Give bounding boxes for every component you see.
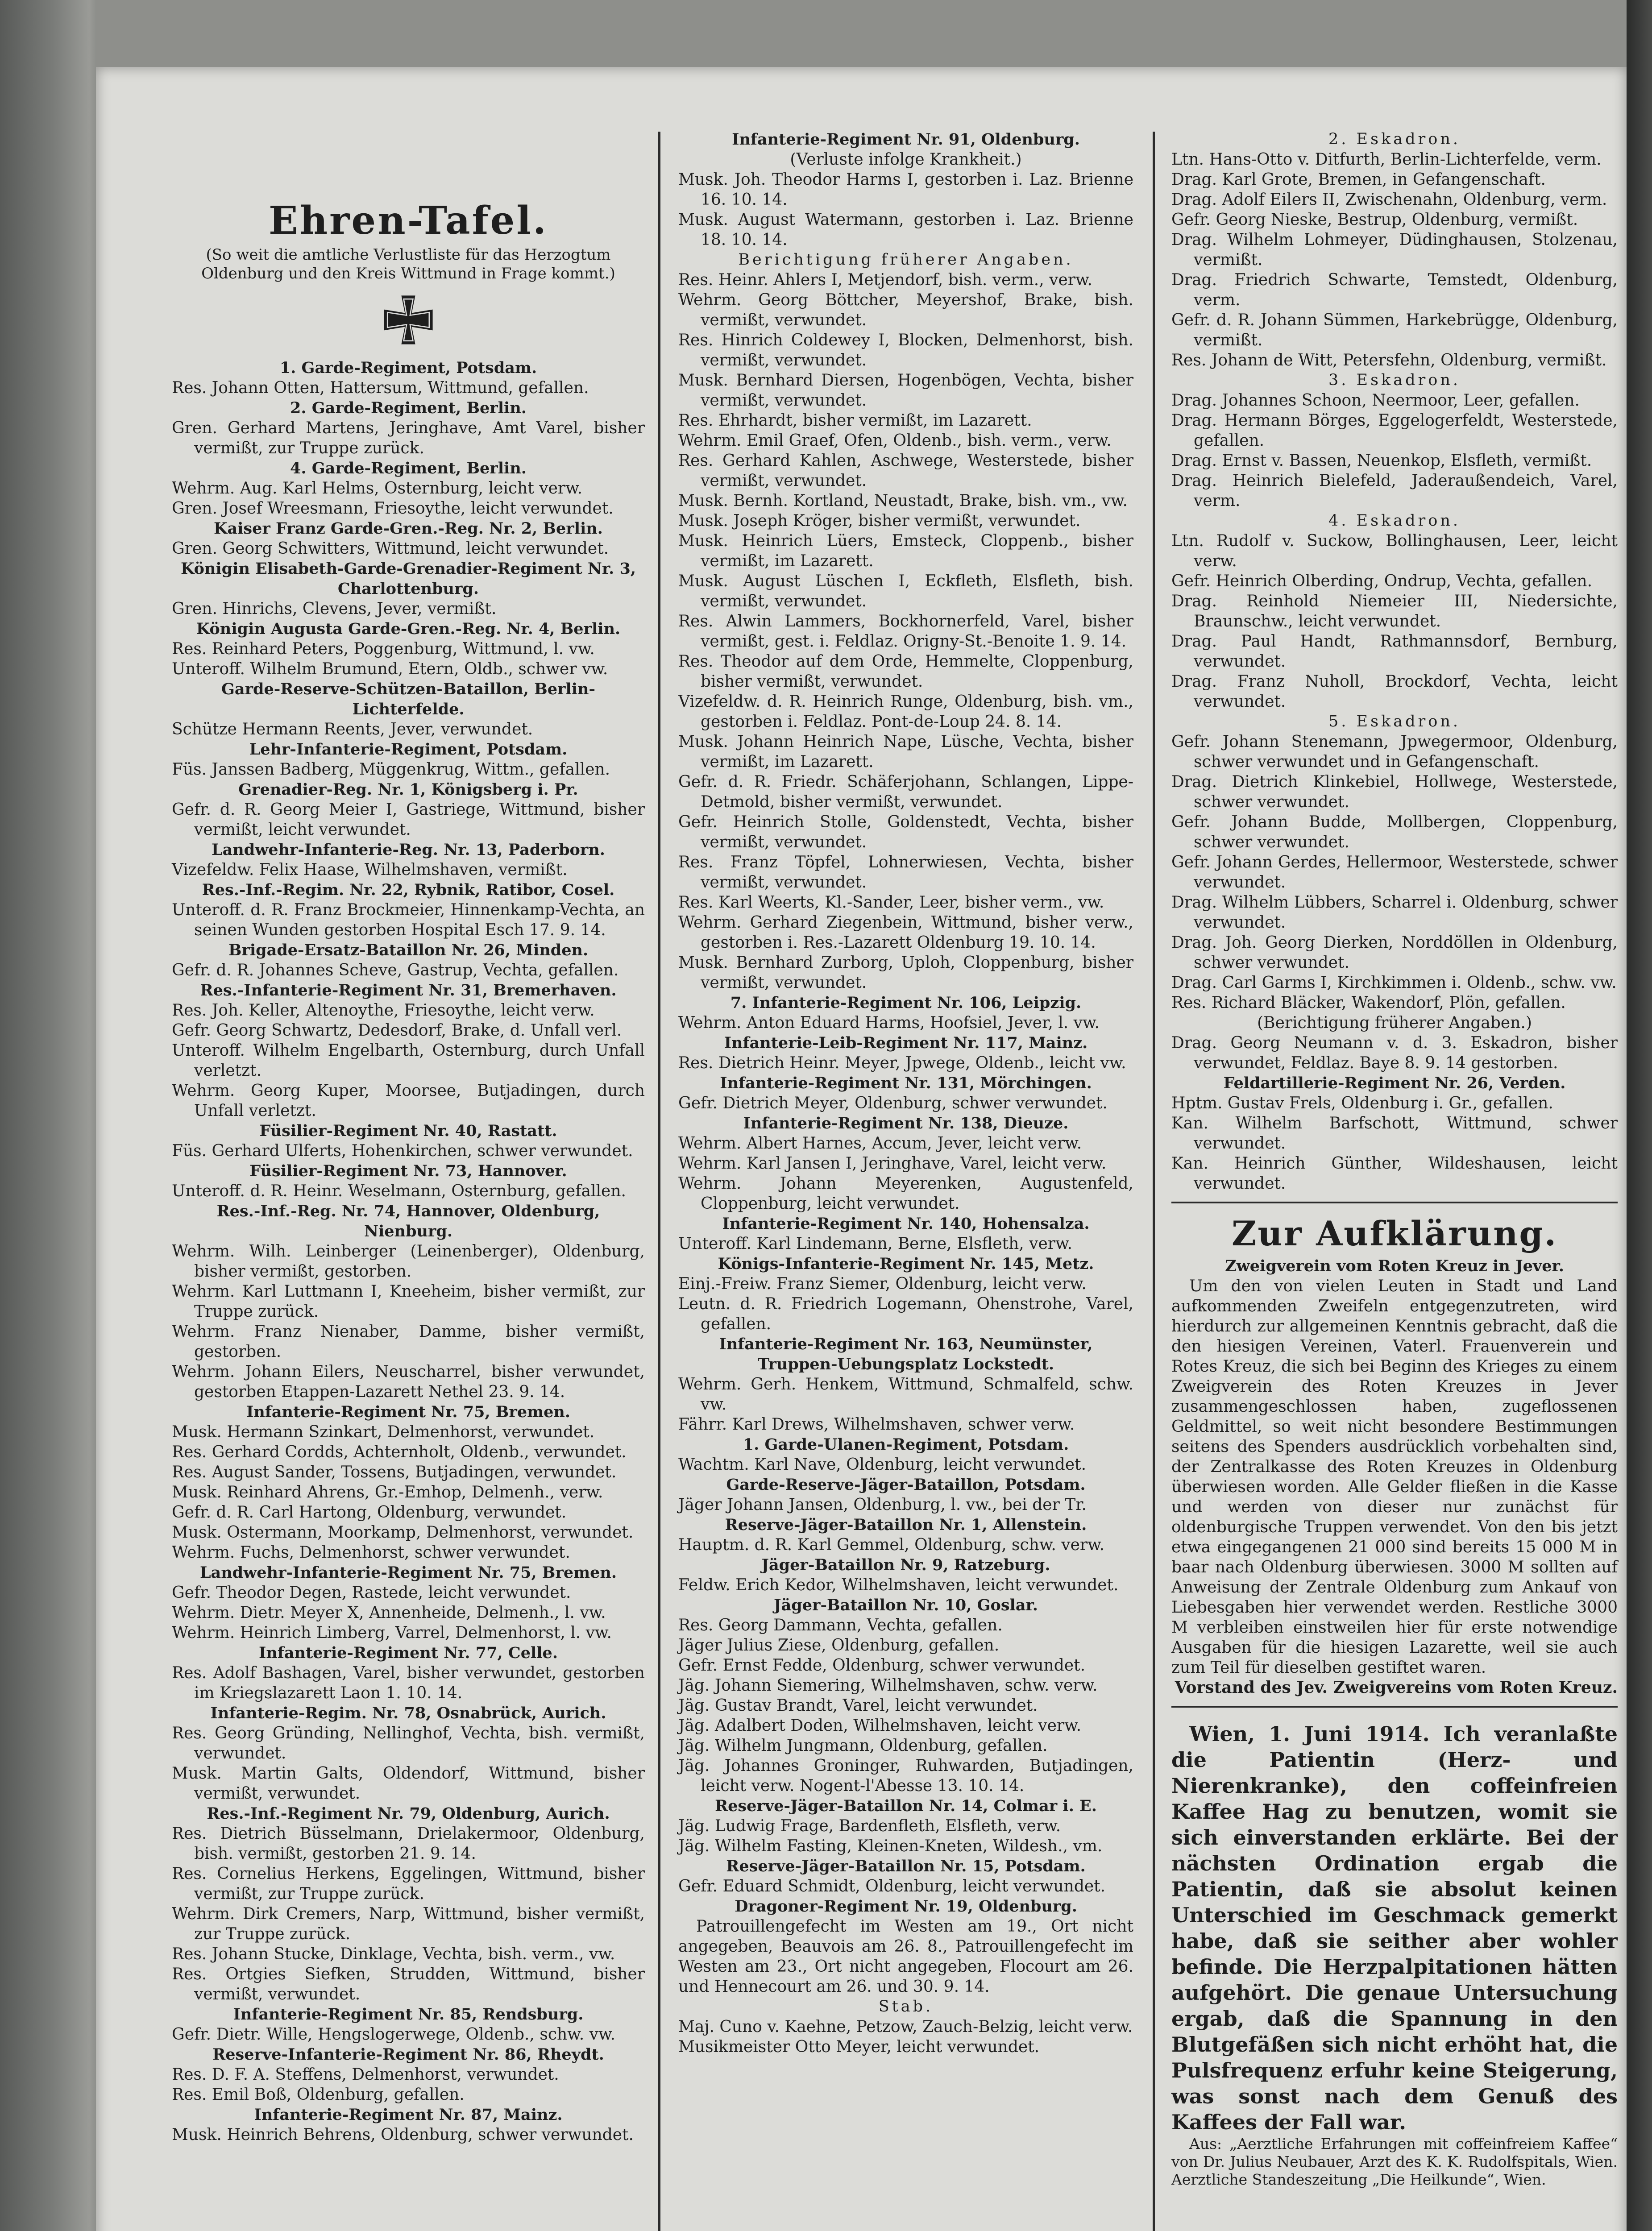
regiment-block [678,1033,1133,1073]
casualty-entry: Gefr. d. R. Georg Meier I, Gastriege, Wittmund, bisher vermißt, leicht verwundet. [172,800,645,839]
casualty-entry: Drag. Dietrich Klinkebiel, Hollwege, Westerstede, schwer verwundet. [1171,773,1618,811]
regiment-block [172,739,645,780]
regiment-block [678,993,1133,1033]
casualty-entry: Gren. Gerhard Martens, Jeringhave, Amt Varel, bisher vermißt, zur Truppe zurück. [172,419,645,457]
regiment-block [172,518,645,559]
section-heading: 4. Eskadron. [1328,512,1461,530]
casualty-entry: Füs. Janssen Badberg, Müggenkrug, Wittm., gefallen. [172,760,610,779]
regiment-block [678,1595,1133,1796]
casualty-entry: Gefr. d. R. Carl Hartong, Oldenburg, verwundet. [172,1503,567,1522]
regiment-heading: 1. Garde-Ulanen-Regiment, Potsdam. [743,1435,1069,1454]
regiment-block [1171,511,1618,712]
regiment-block [1171,1013,1618,1073]
regiment-block [1171,370,1618,511]
regiment-heading: Dragoner-Regiment Nr. 19, Oldenburg. [735,1897,1077,1916]
casualty-entry: Vizefeldw. d. R. Heinrich Runge, Oldenburg, bish. vm., gestorben i. Feldlaz. Pont-de-Loup 24. 8. 14. [678,693,1133,731]
casualty-list-2 [678,129,1133,2057]
casualty-entry: Musk. Johann Heinrich Nape, Lüsche, Vechta, bisher vermißt, im Lazarett. [678,733,1133,771]
casualty-entry: Wehrm. Georg Kuper, Moorsee, Butjadingen, durch Unfall verletzt. [172,1082,645,1120]
casualty-entry: Kan. Wilhelm Barfschott, Wittmund, schwer verwundet. [1171,1114,1618,1153]
casualty-entry: Unteroff. Karl Lindemann, Berne, Elsfleth, verw. [678,1235,1073,1253]
casualty-entry: Gefr. d. R. Johannes Scheve, Gastrup, Vechta, gefallen. [172,961,619,979]
casualty-entry: Res. Johann Stucke, Dinklage, Vechta, bish. verm., vw. [172,1945,615,1963]
regiment-block [172,1643,645,1703]
column-rule-2 [1153,132,1155,2231]
casualty-entry: Wehrm. Emil Graef, Ofen, Oldenb., bish. verm., verw. [678,431,1112,450]
casualty-entry: Res. Johann de Witt, Petersfehn, Oldenburg, vermißt. [1171,351,1607,369]
regiment-block [678,1997,1133,2057]
casualty-entry: Gefr. Dietr. Wille, Hengslogerwege, Oldenb., schw. vw. [172,2025,615,2044]
casualty-entry: Res. Franz Töpfel, Lohnerwiesen, Vechta, bisher vermißt, verwundet. [678,853,1133,892]
regiment-block [172,840,645,880]
casualty-entry: Drag. Friedrich Schwarte, Temstedt, Oldenburg, verm. [1171,271,1618,309]
casualty-entry: Res. Dietrich Heinr. Meyer, Jpwege, Oldenb., leicht vw. [678,1054,1126,1072]
regiment-heading: Königs-Infanterie-Regiment Nr. 145, Metz. [718,1255,1094,1273]
casualty-entry: Leutn. d. R. Friedrich Logemann, Ohenstrohe, Varel, gefallen. [678,1295,1133,1333]
casualty-entry: Unteroff. Wilhelm Brumund, Etern, Oldb., schwer vw. [172,660,608,678]
casualty-entry: Musk. Joseph Kröger, bisher vermißt, verwundet. [678,512,1081,530]
casualty-entry: Musk. Bernhard Diersen, Hogenbögen, Vechta, bisher vermißt, verwundet. [678,371,1133,410]
casualty-entry: Gefr. d. R. Johann Sümmen, Harkebrügge, Oldenburg, vermißt. [1171,311,1618,349]
casualty-entry: Musk. Reinhard Ahrens, Gr.-Emhop, Delmenh., verw. [172,1483,603,1501]
casualty-entry: Res. Ehrhardt, bisher vermißt, im Lazarett. [678,411,1032,430]
casualty-entry: Wehrm. Karl Luttmann I, Kneeheim, bisher vermißt, zur Truppe zurück. [172,1282,645,1321]
casualty-entry: Gefr. Johann Gerdes, Hellermoor, Westerstede, schwer verwundet. [1171,853,1618,892]
regiment-block [172,1121,645,1161]
casualty-entry: Res. Hinrich Coldewey I, Blocken, Delmenhorst, bish. vermißt, verwundet. [678,331,1133,369]
regiment-heading: Kaiser Franz Garde-Gren.-Reg. Nr. 2, Berlin. [214,519,603,538]
regiment-heading: Infanterie-Regiment Nr. 138, Dieuze. [743,1114,1069,1132]
casualty-entry: Gren. Hinrichs, Clevens, Jever, vermißt. [172,600,497,618]
casualty-entry: Wehrm. Albert Harnes, Accum, Jever, leicht verw. [678,1134,1082,1153]
casualty-entry: Unteroff. Wilhelm Engelbarth, Osternburg, durch Unfall verletzt. [172,1041,645,1080]
regiment-heading: Reserve-Infanterie-Regiment Nr. 86, Rheydt. [212,2045,604,2064]
regiment-block [172,358,645,398]
regiment-heading: Landwehr-Infanterie-Regiment Nr. 75, Bremen. [199,1563,617,1582]
regiment-block [172,2044,645,2105]
column-2 [678,129,1133,2057]
casualty-entry: Drag. Ernst v. Bassen, Neuenkop, Elsfleth, vermißt. [1171,452,1592,470]
casualty-entry: Drag. Carl Garms I, Kirchkimmen i. Oldenb., schw. vw. [1171,974,1617,992]
casualty-entry: Drag. Franz Nuholl, Brockdorf, Vechta, leicht verwundet. [1171,672,1618,711]
casualty-entry: Jäg. Johann Siemering, Wilhelmshaven, schw. verw. [678,1676,1098,1695]
casualty-entry: Fährr. Karl Drews, Wilhelmshaven, schwer verw. [678,1415,1075,1434]
casualty-entry: Jäg. Johannes Groninger, Ruhwarden, Butjadingen, leicht verw. Nogent-l'Abesse 13. 10. 14. [678,1757,1133,1795]
article-subtitle: Zweigverein vom Roten Kreuz in Jever. [1225,1257,1564,1275]
casualty-entry: Musk. August Lüschen I, Eckfleth, Elsfleth, bish. vermißt, verwundet. [678,572,1133,610]
regiment-block [172,559,645,619]
casualty-entry: Musk. Joh. Theodor Harms I, gestorben i. Laz. Brienne 16. 10. 14. [678,170,1133,209]
regiment-block [678,1896,1133,1997]
casualty-entry: Jäg. Ludwig Frage, Bardenfleth, Elsfleth, verw. [678,1817,1061,1835]
casualty-entry: Res. Cornelius Herkens, Eggelingen, Wittmund, bisher vermißt, zur Truppe zurück. [172,1865,645,1903]
casualty-entry: Drag. Paul Handt, Rathmannsdorf, Bernburg, verwundet. [1171,632,1618,671]
regiment-block [172,2004,645,2044]
regiment-block [678,1435,1133,1475]
casualty-entry: Res. Karl Weerts, Kl.-Sander, Leer, bisher verm., vw. [678,893,1104,912]
regiment-block [678,1334,1133,1435]
casualty-entry: Wehrm. Dietr. Meyer X, Annenheide, Delmenh., l. vw. [172,1604,606,1622]
regiment-heading: Garde-Reserve-Schützen-Bataillon, Berlin-Lichterfelde. [221,680,595,718]
regiment-heading: Brigade-Ersatz-Bataillon Nr. 26, Minden. [228,941,589,959]
casualty-entry: Musk. Martin Galts, Oldendorf, Wittmund, bisher vermißt, verwundet. [172,1764,645,1803]
regiment-block [172,619,645,679]
coffee-advertisement [1171,1721,1618,2189]
regiment-heading: Landwehr-Infanterie-Reg. Nr. 13, Paderborn. [212,841,605,859]
regiment-block [172,1402,645,1563]
article-title: Zur Aufklärung. [1231,1214,1558,1253]
ad-source: Aus: „Aerztliche Erfahrungen mit coffeinfreiem Kaffee“ von Dr. Julius Neubauer, Arzt des K. K. Rudolfspitals, Wien. Aerztliche Standeszeitung „Die Heilkunde“, Wien. [1171,2135,1618,2188]
casualty-entry: Jäger Julius Ziese, Oldenburg, gefallen. [678,1636,1000,1655]
casualty-entry: Kan. Heinrich Günther, Wildeshausen, leicht verwundet. [1171,1154,1618,1193]
correction-heading: (Berichtigung früherer Angaben.) [1257,1014,1532,1032]
casualty-entry: Wehrm. Aug. Karl Helms, Osternburg, leicht verw. [172,479,583,498]
regiment-heading: 4. Garde-Regiment, Berlin. [290,459,527,477]
regiment-block [172,880,645,940]
casualty-entry: Wehrm. Franz Nienaber, Damme, bisher vermißt, gestorben. [172,1323,645,1361]
casualty-entry: Wehrm. Georg Böttcher, Meyershof, Brake, bish. vermißt, verwundet. [678,291,1133,329]
casualty-entry: Gefr. Theodor Degen, Rastede, leicht verwundet. [172,1584,571,1602]
casualty-entry: Drag. Reinhold Niemeier III, Niedersichte, Braunschw., leicht verwundet. [1171,592,1618,630]
casualty-entry: Gefr. d. R. Friedr. Schäferjohann, Schlangen, Lippe-Detmold, bisher vermißt, verwundet. [678,773,1133,811]
regiment-heading: Lehr-Infanterie-Regiment, Potsdam. [249,740,568,759]
casualty-entry: Maj. Cuno v. Kaehne, Petzow, Zauch-Belzig, leicht verw. [678,2018,1133,2036]
casualty-entry: Res. Gerhard Cordds, Achternholt, Oldenb., verwundet. [172,1443,627,1461]
regiment-heading: Füsilier-Regiment Nr. 40, Rastatt. [259,1122,557,1140]
casualty-entry: Musk. Hermann Szinkart, Delmenhorst, verwundet. [172,1423,595,1441]
casualty-entry: Jäg. Adalbert Doden, Wilhelmshaven, leicht verw. [678,1717,1082,1735]
casualty-entry: Feldw. Erich Kedor, Wilhelmshaven, leicht verwundet. [678,1576,1119,1594]
regiment-heading: Infanterie-Regiment Nr. 85, Rendsburg. [233,2005,584,2024]
aufklaerung-article [1171,1211,1618,1698]
regiment-block [172,1161,645,1201]
regiment-heading: Res.-Inf.-Regiment Nr. 79, Oldenburg, Aurich. [207,1804,610,1823]
regiment-block [172,1201,645,1402]
regiment-heading: 2. Garde-Regiment, Berlin. [290,399,527,417]
casualty-entry: Res. August Sander, Tossens, Butjadingen, verwundet. [172,1463,617,1481]
casualty-entry: Gefr. Heinrich Stolle, Goldenstedt, Vechta, bisher vermißt, verwundet. [678,813,1133,851]
casualty-entry: Drag. Hermann Börges, Eggelogerfeldt, Westerstede, gefallen. [1171,411,1618,450]
regiment-block [1171,712,1618,1013]
regiment-block [678,1475,1133,1515]
casualty-entry: Gefr. Ernst Fedde, Oldenburg, schwer verwundet. [678,1656,1086,1675]
regiment-heading: Füsilier-Regiment Nr. 73, Hannover. [249,1162,567,1180]
scan-edge [1627,0,1652,2231]
regiment-block [678,129,1133,250]
casualty-list-3 [1171,129,1618,1194]
casualty-entry: Musk. August Watermann, gestorben i. Laz. Brienne 18. 10. 14. [678,211,1133,249]
regiment-heading: Grenadier-Reg. Nr. 1, Königsberg i. Pr. [238,780,578,799]
casualty-entry: Res. Ortgies Siefken, Strudden, Wittmund, bisher vermißt, verwundet. [172,1965,645,2003]
regiment-heading: Infanterie-Regiment Nr. 77, Celle. [258,1644,558,1662]
regiment-block [172,1804,645,2004]
casualty-entry: Wachtm. Karl Nave, Oldenburg, leicht verwundet. [678,1456,1087,1474]
casualty-entry: Jäg. Wilhelm Fasting, Kleinen-Kneten, Wildesh., vm. [678,1837,1103,1855]
regiment-heading: Reserve-Jäger-Bataillon Nr. 15, Potsdam. [726,1857,1086,1875]
casualty-entry: Ltn. Hans-Otto v. Ditfurth, Berlin-Lichterfelde, verm. [1171,150,1602,169]
casualty-entry: Gren. Josef Wreesmann, Friesoythe, leicht verwundet. [172,499,614,518]
regiment-block [172,940,645,980]
casualty-entry: Musk. Heinrich Behrens, Oldenburg, schwer verwundet. [172,2126,634,2144]
casualty-entry: Gefr. Heinrich Olberding, Ondrup, Vechta, gefallen. [1171,572,1593,590]
casualty-entry: Wehrm. Anton Eduard Harms, Hoofsiel, Jever, l. vw. [678,1014,1100,1032]
casualty-entry: Gefr. Dietrich Meyer, Oldenburg, schwer verwundet. [678,1094,1108,1112]
regiment-heading: Res.-Infanterie-Regiment Nr. 31, Bremerhaven. [200,981,617,999]
newspaper-page [96,67,1627,2231]
casualty-entry: Gefr. Johann Stenemann, Jpwegermoor, Oldenburg, schwer verwundet und in Gefangenschaft. [1171,733,1618,771]
regiment-heading: Infanterie-Regiment Nr. 91, Oldenburg. [732,130,1080,149]
regiment-block [172,1703,645,1804]
casualty-entry: Wehrm. Fuchs, Delmenhorst, schwer verwundet. [172,1543,570,1562]
casualty-entry: Jäger Johann Jansen, Oldenburg, l. vw., bei der Tr. [678,1496,1087,1514]
casualty-entry: Res. Adolf Bashagen, Varel, bisher verwundet, gestorben im Kriegslazarett Laon 1. 10. 14. [172,1664,645,1702]
divider [1171,1706,1618,1708]
casualty-entry: Res. Joh. Keller, Altenoythe, Friesoythe, leicht verw. [172,1001,595,1020]
regiment-block [172,2105,645,2145]
casualty-entry: Gren. Georg Schwitters, Wittmund, leicht verwundet. [172,539,609,558]
regiment-heading: Infanterie-Regiment Nr. 75, Bremen. [246,1403,571,1421]
regiment-heading: Infanterie-Regiment Nr. 140, Hohensalza. [722,1215,1090,1233]
casualty-entry: Musikmeister Otto Meyer, leicht verwundet. [678,2038,1040,2056]
article-signature: Vorstand des Jev. Zweigvereins vom Roten Kreuz. [1175,1678,1618,1697]
regiment-heading: Infanterie-Regiment Nr. 131, Mörchingen. [720,1074,1092,1092]
regiment-heading: Res.-Inf.-Reg. Nr. 74, Hannover, Oldenburg, Nienburg. [216,1202,600,1240]
regiment-block [172,398,645,458]
regiment-heading: Infanterie-Regim. Nr. 78, Osnabrück, Aurich. [210,1704,606,1722]
regiment-heading: Infanterie-Leib-Regiment Nr. 117, Mainz. [724,1034,1088,1052]
casualty-entry: Res. Georg Gründing, Nellinghof, Vechta, bish. vermißt, verwundet. [172,1724,645,1762]
regiment-block [1171,1073,1618,1194]
regiment-block [1171,129,1618,370]
column-3 [1171,129,1618,2189]
section-heading: 3. Eskadron. [1328,371,1461,389]
casualty-entry: Drag. Johannes Schoon, Neermoor, Leer, gefallen. [1171,391,1580,410]
casualty-entry: Res. Georg Dammann, Vechta, gefallen. [678,1616,1003,1634]
casualty-entry: Drag. Karl Grote, Bremen, in Gefangenschaft. [1171,170,1546,189]
casualty-entry: Wehrm. Johann Meyerenken, Augustenfeld, Cloppenburg, leicht verwundet. [678,1174,1133,1213]
regiment-subheading: (Verluste infolge Krankheit.) [790,150,1022,169]
regiment-heading: Res.-Inf.-Regim. Nr. 22, Rybnik, Ratibor, Cosel. [202,881,615,899]
casualty-entry: Unteroff. d. R. Heinr. Weselmann, Osternburg, gefallen. [172,1182,626,1200]
regiment-block [678,1214,1133,1254]
casualty-entry: Musk. Bernhard Zurborg, Uploh, Cloppenburg, bisher vermißt, verwundet. [678,954,1133,992]
casualty-entry: Hptm. Gustav Frels, Oldenburg i. Gr., gefallen. [1171,1094,1553,1112]
regiment-heading: 7. Infanterie-Regiment Nr. 106, Leipzig. [730,994,1082,1012]
casualty-entry: Wehrm. Gerhard Ziegenbein, Wittmund, bisher verw., gestorben i. Res.-Lazarett Oldenburg 19. 10. 14. [678,913,1133,952]
casualty-entry: Drag. Georg Neumann v. d. 3. Eskadron, bisher verwundet, Feldlaz. Baye 8. 9. 14 gestorben. [1171,1034,1618,1072]
casualty-entry: Hauptm. d. R. Karl Gemmel, Oldenburg, schw. verw. [678,1536,1105,1554]
regiment-block [678,1254,1133,1334]
casualty-entry: Res. Emil Boß, Oldenburg, gefallen. [172,2086,465,2104]
divider [1171,1202,1618,1203]
casualty-entry: Drag. Heinrich Bielefeld, Jaderaußendeich, Varel, verm. [1171,472,1618,510]
regiment-heading: Reserve-Jäger-Bataillon Nr. 1, Allenstein. [725,1516,1087,1534]
regiment-heading: Feldartillerie-Regiment Nr. 26, Verden. [1223,1074,1566,1092]
regiment-block [678,1113,1133,1214]
regiment-heading: 1. Garde-Regiment, Potsdam. [279,359,537,377]
regiment-block [678,1515,1133,1555]
casualty-entry: Res. Heinr. Ahlers I, Metjendorf, bish. verm., verw. [678,271,1092,289]
casualty-list-1 [172,358,645,2145]
casualty-entry: Wehrm. Heinrich Limberg, Varrel, Delmenhorst, l. vw. [172,1624,612,1642]
regiment-heading: Jäger-Bataillon Nr. 9, Ratzeburg. [761,1556,1050,1574]
casualty-entry: Res. Alwin Lammers, Bockhornerfeld, Varel, bisher vermißt, gest. i. Feldlaz. Origny-St.-Benoite 1. 9. 14. [678,612,1133,651]
casualty-entry: Gefr. Georg Nieske, Bestrup, Oldenburg, vermißt. [1171,211,1578,229]
casualty-entry: Res. Richard Bläcker, Wakendorf, Plön, gefallen. [1171,994,1566,1012]
casualty-entry: Res. Johann Otten, Hattersum, Wittmund, gefallen. [172,379,589,397]
regiment-heading: Jäger-Bataillon Nr. 10, Goslar. [774,1596,1038,1614]
regiment-block [172,780,645,840]
casualty-entry: Musk. Bernh. Kortland, Neustadt, Brake, bish. vm., vw. [678,492,1128,510]
casualty-entry: Drag. Wilhelm Lübbers, Scharrel i. Oldenburg, schwer verwundet. [1171,893,1618,932]
regiment-block [172,458,645,518]
casualty-entry: Wehrm. Dirk Cremers, Narp, Wittmund, bisher vermißt, zur Truppe zurück. [172,1905,645,1943]
iron-cross-icon [172,283,645,358]
regiment-heading: Königin Augusta Garde-Gren.-Reg. Nr. 4, Berlin. [196,620,621,638]
casualty-entry: Einj.-Freiw. Franz Siemer, Oldenburg, leicht verw. [678,1275,1087,1293]
regiment-heading: Infanterie-Regiment Nr. 87, Mainz. [254,2106,563,2124]
casualty-entry: Vizefeldw. Felix Haase, Wilhelmshaven, vermißt. [172,861,568,879]
article-body: Um den von vielen Leuten in Stadt und Land aufkommenden Zweifeln entgegenzutreten, wird hierdurch zur allgemeinen Kenntnis gebracht, daß die den hiesigen Vereinen, Vaterl. Frauenverein und Rotes Kreuz, die sich bei Beginn des Krieges zu einem Zweigverein des Roten Kreuzes in Jever zusammengeschlossen haben, zugeflossenen Geldmittel, so weit nicht besondere Bestimmungen seitens des Spenders ausdrücklich vorbehalten sind, der Zentralkasse des Roten Kreuzes in Oldenburg überwiesen worden. Alle Gelder fließen in die Kasse und werden von dieser nur zunächst für oldenburgische Truppen verwendet. Von den bis jetzt etwa eingegangenen 21 000 sind bereits 15 000 M in baar nach Oldenburg überwiesen. 3000 M sollten auf Anweisung der Zentrale Oldenburg zum Ankauf von Liebesgaben hier verwendet werden. Restliche 3000 M verbleiben einstweilen hier für erste notwendige Ausgaben für die hiesigen Lazarette, weil sie auch zum Teil für dieselben gestiftet waren. [1171,1277,1618,1677]
ad-body: Wien, 1. Juni 1914. Ich veranlaßte die Patientin (Herz- und Nierenkranke), den coffeinfreien Kaffee Hag zu benutzen, womit sie sich einverstanden erklärte. Bei der nächsten Ordination ergab die Patientin, daß sie absolut keinen Unterschied im Geschmack gemerkt habe, daß sie seither aber wohler befinde. Die Herzpalpitationen hätten aufgehört. Die genaue Untersuchung ergab, daß die Spannung in den Blutgefäßen sich nicht erhöht hat, die Pulsfrequenz erfuhr keine Steigerung, was sonst nach dem Genuß des Kaffees der Fall war. [1171,1722,1618,2134]
casualty-entry: Res. Gerhard Kahlen, Aschwege, Westerstede, bisher vermißt, verwundet. [678,452,1133,490]
casualty-entry: Jäg. Wilhelm Jungmann, Oldenburg, gefallen. [678,1737,1048,1755]
casualty-entry: Schütze Hermann Reents, Jever, verwundet. [172,720,533,738]
regiment-block [678,1796,1133,1856]
casualty-entry: Gefr. Eduard Schmidt, Oldenburg, leicht verwundet. [678,1877,1106,1895]
casualty-entry: Wehrm. Gerh. Henkem, Wittmund, Schmalfeld, schw. vw. [678,1375,1133,1414]
casualty-entry: Res. Dietrich Büsselmann, Drielakermoor, Oldenburg, bish. vermißt, gestorben 21. 9. 14. [172,1825,645,1863]
casualty-entry: Drag. Joh. Georg Dierken, Norddöllen in Oldenburg, schwer verwundet. [1171,933,1618,972]
casualty-entry: Wehrm. Wilh. Leinberger (Leinenberger), Oldenburg, bisher vermißt, gestorben. [172,1242,645,1281]
casualty-entry: Ltn. Rudolf v. Suckow, Bollinghausen, Leer, leicht verw. [1171,532,1618,570]
casualty-entry: Musk. Ostermann, Moorkamp, Delmenhorst, verwundet. [172,1523,634,1542]
casualty-entry: Füs. Gerhard Ulferts, Hohenkirchen, schwer verwundet. [172,1142,633,1160]
regiment-block [172,980,645,1121]
regiment-block [678,1073,1133,1113]
casualty-entry: Musk. Heinrich Lüers, Emsteck, Cloppenb., bisher vermißt, im Lazarett. [678,532,1133,570]
section-heading: Stab. [878,1998,934,2015]
regiment-block [678,1856,1133,1896]
casualty-entry: Unteroff. d. R. Franz Brockmeier, Hinnenkamp-Vechta, an seinen Wunden gestorben Hospital Esch 17. 9. 14. [172,901,645,939]
casualty-entry: Gefr. Georg Schwartz, Dedesdorf, Brake, d. Unfall verl. [172,1021,622,1040]
regiment-note: Patrouillengefecht im Westen am 19., Ort nicht angegeben, Beauvois am 26. 8., Patrouillengefecht im Westen am 23., Ort nicht angegeben, Flocourt am 26. und Hennecourt am 26. und 30. 9. 14. [678,1917,1133,1996]
section-heading: 2. Eskadron. [1328,130,1461,148]
regiment-block [172,679,645,739]
regiment-heading: Garde-Reserve-Jäger-Bataillon, Potsdam. [726,1476,1086,1494]
casualty-entry: Res. D. F. A. Steffens, Delmenhorst, verwundet. [172,2065,559,2084]
casualty-entry: Res. Theodor auf dem Orde, Hemmelte, Cloppenburg, bisher vermißt, verwundet. [678,652,1133,691]
regiment-heading: Infanterie-Regiment Nr. 163, Neumünster, Truppen-Uebungsplatz Lockstedt. [719,1335,1093,1373]
intro-note: (So weit die amtliche Verlustliste für das Herzogtum Oldenburg und den Kreis Wittmund in Frage kommt.) [201,246,615,282]
casualty-entry: Drag. Wilhelm Lohmeyer, Düdinghausen, Stolzenau, vermißt. [1171,231,1618,269]
casualty-entry: Drag. Adolf Eilers II, Zwischenahn, Oldenburg, verm. [1171,191,1607,209]
casualty-entry: Jäg. Gustav Brandt, Varel, leicht verwundet. [678,1696,1038,1715]
page-title: Ehren-Tafel. [269,198,548,243]
section-heading: 5. Eskadron. [1328,713,1461,730]
casualty-entry: Wehrm. Karl Jansen I, Jeringhave, Varel, leicht verw. [678,1154,1107,1173]
section-heading: Berichtigung früherer Angaben. [738,251,1074,269]
regiment-heading: Reserve-Jäger-Bataillon Nr. 14, Colmar i. E. [715,1797,1097,1815]
regiment-heading: Königin Elisabeth-Garde-Grenadier-Regiment Nr. 3, Charlottenburg. [180,560,636,598]
casualty-entry: Gefr. Johann Budde, Mollbergen, Cloppenburg, schwer verwundet. [1171,813,1618,851]
regiment-block [172,1563,645,1643]
regiment-block [678,250,1133,993]
regiment-block [678,1555,1133,1595]
column-1 [172,129,645,2145]
casualty-entry: Res. Reinhard Peters, Poggenburg, Wittmund, l. vw. [172,640,595,658]
column-rule-1 [658,132,660,2231]
casualty-entry: Wehrm. Johann Eilers, Neuscharrel, bisher verwundet, gestorben Etappen-Lazarett Nethel 23. 9. 14. [172,1363,645,1401]
